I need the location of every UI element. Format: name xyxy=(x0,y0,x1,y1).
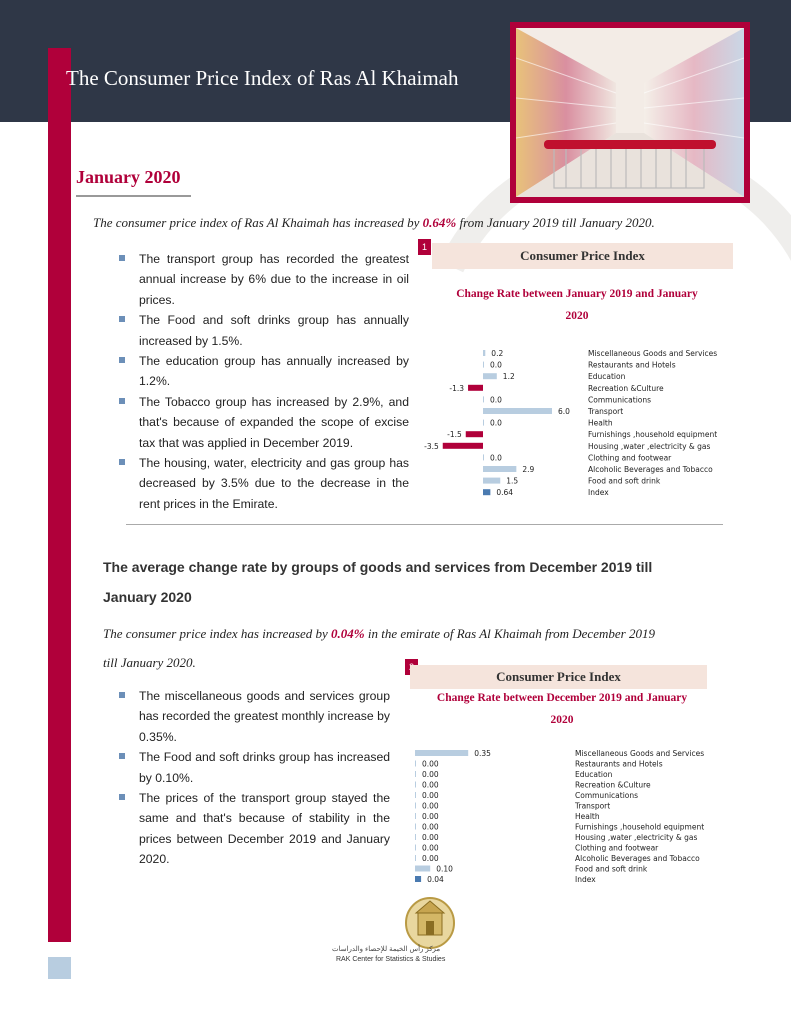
chart-bar xyxy=(415,761,416,767)
data-label: 0.35 xyxy=(474,749,491,758)
chart-bar xyxy=(483,350,485,356)
category-label: Restaurants and Hotels xyxy=(588,360,676,370)
category-label: Food and soft drink xyxy=(575,864,648,874)
bullet-item: The miscellaneous goods and services group has recorded the greatest monthly increase by 0.35%. xyxy=(117,686,390,747)
chart-bar xyxy=(415,866,430,872)
category-label: Transport xyxy=(575,801,611,811)
data-label: 0.00 xyxy=(422,833,439,842)
data-label: 0.00 xyxy=(422,770,439,779)
data-label: -1.5 xyxy=(447,430,462,440)
data-label: 0.64 xyxy=(496,488,514,498)
data-label: 0.2 xyxy=(491,349,504,358)
category-label: Food and soft drink xyxy=(588,476,661,486)
data-label: 1.5 xyxy=(506,476,519,486)
page-title: The Consumer Price Index of Ras Al Khaimah xyxy=(66,66,459,90)
data-label: 0.00 xyxy=(422,812,439,821)
data-label: 0.00 xyxy=(422,780,439,790)
chart-title: Change Rate between December 2019 and January 2020 xyxy=(436,692,688,726)
chart-bar xyxy=(443,443,483,449)
data-label: -3.5 xyxy=(424,441,439,451)
chart-header: Consumer Price Index xyxy=(410,665,707,689)
logo-english-text: RAK Center for Statistics & Studies xyxy=(336,956,446,963)
section2-bullet-list xyxy=(117,686,390,870)
data-label: 0.00 xyxy=(422,854,439,863)
section1-intro xyxy=(93,215,655,231)
chart-bar xyxy=(415,855,416,861)
chart-bar xyxy=(483,362,484,368)
category-label: Furnishings ,household equipment xyxy=(575,822,705,832)
data-label: 0.00 xyxy=(422,759,439,769)
category-label: Furnishings ,household equipment xyxy=(588,430,718,440)
chart-bar xyxy=(483,466,516,472)
rak-center-logo xyxy=(332,895,492,975)
logo-arabic-text: مركز رأس الخيمة للإحصاء والدراسات xyxy=(332,946,441,953)
chart-bar xyxy=(483,478,500,484)
data-label: 1.2 xyxy=(502,372,515,382)
intro-text: in the emirate of Ras Al Khaimah from December 2019 xyxy=(364,626,655,641)
data-label: 6.0 xyxy=(558,407,570,416)
chart-header: Consumer Price Index xyxy=(432,243,733,269)
bullet-item: The Food and soft drinks group has increased by 0.10%. xyxy=(117,747,390,788)
data-label: 0.00 xyxy=(422,791,439,800)
data-label: 0.00 xyxy=(422,843,439,853)
category-label: Education xyxy=(588,372,626,382)
bullet-item: The housing, water, electricity and gas group has decreased by 3.5% due to the decrease in the rent prices in the Emirate. xyxy=(117,453,409,514)
chart-bar xyxy=(415,876,421,882)
bullet-item: The education group has annually increased by 1.2%. xyxy=(117,351,409,392)
chart-bar xyxy=(415,750,468,756)
category-label: Clothing and footwear xyxy=(588,453,672,463)
category-label: Health xyxy=(588,418,613,428)
intro-text: The consumer price index has increased by xyxy=(103,626,332,641)
chart-number-badge: 1 xyxy=(418,239,431,255)
bullet-item: The transport group has recorded the greatest annual increase by 6% due to the increase in oil prices. xyxy=(117,249,409,310)
section2-intro xyxy=(103,626,655,642)
intro-text: The consumer price index of Ras Al Khaimah has increased by xyxy=(93,215,423,230)
data-label: 0.00 xyxy=(422,801,439,811)
chart-bar xyxy=(415,845,416,851)
side-accent-bar xyxy=(48,48,71,942)
emblem-icon xyxy=(400,895,460,950)
chart-bar xyxy=(415,824,416,830)
section-divider xyxy=(126,524,723,525)
category-label: Restaurants and Hotels xyxy=(575,759,663,769)
chart-bar xyxy=(415,771,416,777)
chart-bar xyxy=(415,792,416,798)
cpi-monthly-bar-chart xyxy=(405,745,735,887)
category-label: Health xyxy=(575,812,600,821)
chart-bar xyxy=(415,803,416,809)
data-label: 2.9 xyxy=(522,465,535,474)
category-label: Index xyxy=(588,488,609,498)
hero-photo-frame xyxy=(510,22,750,203)
data-label: 0.0 xyxy=(490,418,502,428)
category-label: Miscellaneous Goods and Services xyxy=(575,749,705,758)
data-label: 0.10 xyxy=(436,864,453,874)
cpi-annual-bar-chart xyxy=(410,346,740,502)
section1-bullet-list xyxy=(117,249,409,514)
category-label: Education xyxy=(575,770,613,779)
chart-bar xyxy=(415,834,416,840)
data-label: 0.0 xyxy=(490,360,502,370)
data-label: 0.00 xyxy=(422,822,439,832)
chart-title: Change Rate between January 2019 and January 2020 xyxy=(456,288,698,322)
category-label: Transport xyxy=(588,407,624,416)
category-label: Index xyxy=(575,875,596,884)
section1-heading: January 2020 xyxy=(76,167,181,187)
chart-bar xyxy=(483,373,497,379)
chart-bar xyxy=(415,813,416,819)
bullet-item: The prices of the transport group stayed the same and that's because of stability in the prices between December 2019 and January 2020. xyxy=(117,788,390,870)
chart-bar xyxy=(466,431,483,437)
heading-underline xyxy=(76,195,191,197)
data-label: 0.04 xyxy=(427,875,444,884)
category-label: Recreation &Culture xyxy=(588,383,664,393)
category-label: Communications xyxy=(588,395,652,405)
category-label: Alcoholic Beverages and Tobacco xyxy=(588,465,713,474)
chart-bar xyxy=(483,408,552,414)
category-label: Clothing and footwear xyxy=(575,843,659,853)
category-label: Alcoholic Beverages and Tobacco xyxy=(575,854,700,863)
data-label: -1.3 xyxy=(449,383,465,393)
data-label: 0.0 xyxy=(490,453,502,463)
bullet-item: The Tobacco group has increased by 2.9%, and that's because of expanded the scope of excise tax that was applied in December 2019. xyxy=(117,392,409,453)
data-label: 0.0 xyxy=(490,395,502,405)
footer-accent-square xyxy=(48,957,71,979)
chart-bar xyxy=(483,396,484,402)
intro-highlight-value: 0.64% xyxy=(422,215,457,230)
supermarket-aisle-image xyxy=(516,28,744,197)
chart-bar xyxy=(483,420,484,426)
intro-highlight-value: 0.04% xyxy=(331,626,365,641)
category-label: Miscellaneous Goods and Services xyxy=(588,349,718,358)
category-label: Housing ,water ,electricity & gas xyxy=(575,833,698,842)
intro-text: from January 2019 till January 2020. xyxy=(456,215,655,230)
chart-bar xyxy=(415,782,416,788)
category-label: Communications xyxy=(575,791,639,800)
chart-bar xyxy=(483,454,484,460)
chart-bar xyxy=(468,385,483,391)
bullet-item: The Food and soft drinks group has annually increased by 1.5%. xyxy=(117,310,409,351)
section2-heading: The average change rate by groups of goods and services from December 2019 till January 2020 xyxy=(103,559,653,605)
chart-bar xyxy=(483,489,490,495)
category-label: Recreation &Culture xyxy=(575,780,651,790)
category-label: Housing ,water ,electricity & gas xyxy=(588,441,711,451)
section2-intro-line2: till January 2020. xyxy=(103,655,196,670)
